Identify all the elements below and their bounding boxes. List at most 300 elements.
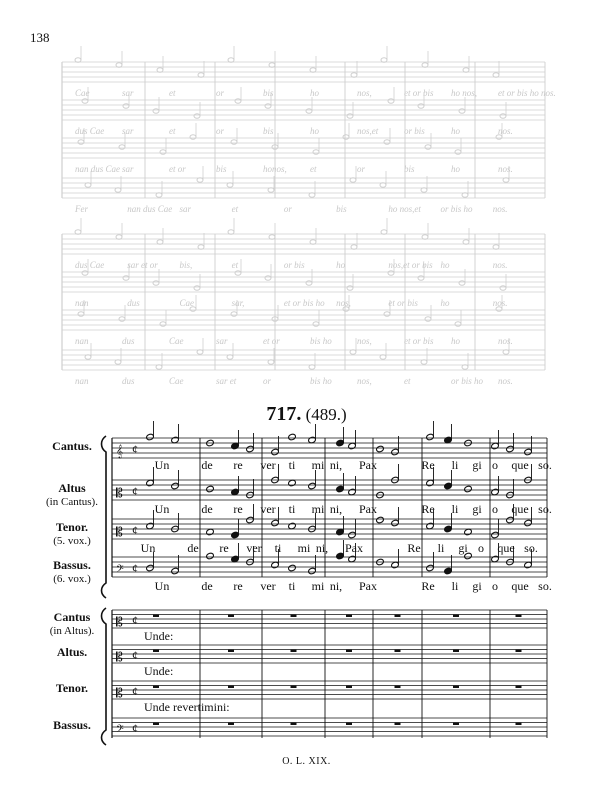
faint-note [82,271,88,276]
whole-rest [346,615,352,618]
lyric-syllable: li [451,458,459,472]
lyric-syllable: mi [311,579,325,593]
faint-note [265,104,271,109]
whole-rest [228,723,234,726]
faint-lyric: dus Cae [75,260,105,270]
faint-lyric: bis [404,164,415,174]
voice-label: Tenor. [55,520,89,534]
lyric-syllable: ver [260,502,276,516]
faint-note [119,317,125,322]
voice-label: Cantus. [52,439,92,453]
whole-rest [395,686,401,689]
faint-note [78,312,84,317]
note-head [524,448,533,456]
faint-note [153,281,159,286]
lyric-syllable: o [478,541,484,555]
whole-rest [395,615,401,618]
lyric-syllable: gi [458,541,468,555]
faint-note [343,135,349,140]
note-head [288,564,297,572]
lyric-syllable: o [492,458,498,472]
faint-note [347,114,353,119]
faint-lyric: or [283,204,292,214]
faint-lyric: ho nos,et [388,204,421,214]
faint-lyric: et [231,204,239,214]
note-head [444,567,453,575]
faint-lyric: sar [179,204,191,214]
lyric-syllable: Re [421,502,435,516]
whole-rest [453,615,459,618]
staff [112,645,547,663]
cut-time-icon: ¢ [132,684,138,698]
lyric-syllable: mi [297,541,311,555]
note-head [146,433,155,441]
treble-clef-icon: 𝄞 [116,444,124,458]
cut-time-icon: ¢ [132,561,138,575]
faint-note [306,109,312,114]
faint-note [153,109,159,114]
faint-lyric: bis [263,88,274,98]
note-head [336,439,345,447]
note-head [336,485,345,493]
faint-lyric: nos. [498,376,513,386]
lyric-syllable: Un [140,541,156,555]
lyric-syllable: gi [472,579,482,593]
faint-lyric: et [404,376,411,386]
faint-staff [62,310,545,330]
whole-rest [153,650,159,653]
voice-0 [52,421,552,472]
faint-note [418,104,424,109]
faint-lyric: Cae [179,298,194,308]
voice-label: Bassus. [53,718,91,732]
faint-lyric: ho [336,260,346,270]
faint-note [384,140,390,145]
note-head [444,525,453,533]
lyric-syllable: so. [538,502,552,516]
lyric-syllable: re [219,541,229,555]
note-head [391,519,400,527]
faint-note [425,145,431,150]
faint-lyric: ho [451,126,460,136]
piece-number: 717. [266,403,302,425]
lyric-syllable: Re [421,458,435,472]
lyric-syllable: o [492,579,498,593]
faint-lyric: ho [451,164,460,174]
whole-rest [228,650,234,653]
faint-note [313,322,319,327]
cut-time-icon: ¢ [132,721,138,735]
faint-lyric: nos,et or bis [388,260,433,270]
page-number: 138 [30,30,50,45]
lyric-syllable: que [511,579,529,593]
lyric-syllable: ti [288,458,296,472]
faint-note [500,286,506,291]
second-voice-0 [50,610,547,643]
faint-note [231,140,237,145]
faint-staff [62,234,545,254]
note-head [336,552,345,560]
faint-note [123,276,129,281]
lyric-syllable: de [187,541,199,555]
lyric-syllable: que [511,458,529,472]
note-head [348,531,357,539]
faint-lyric: or bis ho [451,376,484,386]
faint-lyric: dus [127,298,140,308]
faint-note [194,114,200,119]
faint-note [418,276,424,281]
c-clef-icon: 𝄡 [116,525,123,539]
faint-lyric: ho [440,260,450,270]
faint-lyric: honos, [263,164,287,174]
faint-lyric: bis [336,204,347,214]
faint-lyric: ho [451,336,460,346]
faint-lyric: nan [75,336,89,346]
faint-lyric: nos. [498,126,513,136]
c-clef-icon: 𝄡 [116,650,123,664]
bass-clef-icon: 𝄢 [116,563,124,577]
main-system-717 [46,421,552,598]
faint-lyric: bis ho [310,376,332,386]
faint-lyric: dus Cae [75,126,105,136]
lyric-syllable: li [451,502,459,516]
faint-note [231,312,237,317]
faint-lyric: et [231,260,239,270]
staff [112,610,547,628]
whole-rest [228,615,234,618]
lyric-syllable: li [451,579,459,593]
lyric-syllable: Un [154,579,170,593]
lyric-syllable: ni, [329,579,343,593]
whole-rest [291,615,297,618]
voice-sublabel: (5. vox.) [53,535,91,547]
note-head [246,516,255,524]
faint-note [306,281,312,286]
note-head [271,519,280,527]
lyric-syllable: que [511,502,529,516]
note-head [391,448,400,456]
faint-lyric: sar [122,126,134,136]
note-head [426,564,435,572]
faint-lyric: ho [310,126,319,136]
faint-lyric: dus [122,376,135,386]
staff [112,438,547,458]
lyric-syllable: so. [538,579,552,593]
note-head [376,516,385,524]
whole-rest [453,723,459,726]
lyric-syllable: mi [311,458,325,472]
faint-note [235,271,241,276]
faint-lyric: Cae [75,88,90,98]
faint-lyric: et or [169,164,186,174]
cut-time-icon: ¢ [132,648,138,662]
c-clef-icon: 𝄡 [116,486,123,500]
voice-label: Altus. [56,645,88,659]
lyric-syllable: so. [538,458,552,472]
faint-lyric: ho [440,298,450,308]
note-head [426,433,435,441]
faint-note [235,99,241,104]
faint-lyric: nos, [357,88,372,98]
page-footer: O. L. XIX. [282,756,331,767]
second-voice-2 [56,681,547,714]
faint-lyric: dus [122,336,135,346]
faint-lyric: nos. [492,260,508,270]
lyric-syllable: de [201,579,213,593]
lyric-syllable: Pax [359,502,377,516]
lyric-syllable: que [497,541,515,555]
faint-lyric: nan [75,376,89,386]
lyric-syllable: so. [524,541,538,555]
lyric-syllable: de [201,502,213,516]
faint-staff [62,100,545,120]
faint-lyric: nan dus Cae [127,204,173,214]
faint-lyric: ho [310,88,319,98]
lyric-syllable: re [233,458,243,472]
whole-rest [153,615,159,618]
note-head [271,448,280,456]
faint-note [265,276,271,281]
faint-system [62,218,545,386]
note-head [171,482,180,490]
faint-lyric: sar [122,88,134,98]
whole-rest [516,615,522,618]
faint-lyric: Cae [169,336,184,346]
system-bracket [102,436,107,598]
second-voice-3 [53,718,547,737]
faint-staff [62,272,545,292]
cut-time-icon: ¢ [132,484,138,498]
faint-note [347,286,353,291]
faint-lyric: bis, [179,260,193,270]
voice-sublabel: (in Altus). [49,625,95,637]
note-head [308,567,317,575]
staff [112,681,547,699]
faint-note [500,114,506,119]
whole-rest [453,650,459,653]
lyric-syllable: mi [311,502,325,516]
note-head [506,516,515,524]
faint-lyric: bis ho [310,336,332,346]
note-head [246,445,255,453]
faint-note [388,99,394,104]
lyric-syllable: o [492,502,498,516]
cue-text: Unde: [144,629,174,643]
staff [112,718,547,736]
whole-rest [346,650,352,653]
lyric-syllable: re [233,502,243,516]
faint-note [459,109,465,114]
lyric-syllable: ti [274,541,282,555]
voice-label: Tenor. [55,681,89,695]
faint-lyric: or [263,376,272,386]
whole-rest [516,686,522,689]
lyric-syllable: ver [260,458,276,472]
lyric-syllable: Un [154,458,170,472]
c-clef-icon: 𝄡 [116,615,123,629]
note-head [491,531,500,539]
faint-lyric: sar et [216,376,237,386]
whole-rest [346,723,352,726]
faint-note [455,322,461,327]
faint-note [82,99,88,104]
whole-rest [291,723,297,726]
faint-lyric: nan dus Cae [75,164,120,174]
faint-note [123,104,129,109]
c-clef-icon: 𝄡 [116,686,123,700]
faint-lyric: nos, [336,298,351,308]
faint-lyric: et or bis ho nos. [498,88,556,98]
faint-lyric: bis [263,126,274,136]
lyric-syllable: ni, [329,458,343,472]
faint-lyric: nos,et [357,126,379,136]
note-head [524,519,533,527]
lyric-syllable: de [201,458,213,472]
lyric-syllable: re [233,579,243,593]
faint-lyric: sar, [231,298,245,308]
lyric-syllable: ni, [329,502,343,516]
cue-text: Unde: [144,664,174,678]
lyric-syllable: gi [472,458,482,472]
faint-note [459,281,465,286]
whole-rest [395,650,401,653]
note-head [231,531,240,539]
staff [112,557,547,577]
faint-note [455,150,461,155]
whole-rest [291,686,297,689]
lyric-syllable: ti [288,579,296,593]
faint-lyric: et [169,88,176,98]
faint-note [194,286,200,291]
note-head [288,433,297,441]
faint-note [160,322,166,327]
whole-rest [516,723,522,726]
note-head [464,485,473,493]
lyric-syllable: Un [154,502,170,516]
faint-lyric: nos. [498,164,513,174]
faint-lyric: Fer [75,204,88,214]
faint-lyric: nos, [357,336,372,346]
lyric-syllable: Pax [359,458,377,472]
faint-lyric: nan [75,298,89,308]
whole-rest [291,650,297,653]
faint-lyric: or [216,126,225,136]
lyric-syllable: Re [421,579,435,593]
lyric-syllable: ver [246,541,262,555]
faint-lyric: et or bis [404,336,434,346]
faint-lyric: et or bis [388,298,418,308]
faint-lyric: or bis [283,260,305,270]
whole-rest [153,723,159,726]
lyric-syllable: Pax [345,541,363,555]
lyric-syllable: li [437,541,445,555]
faint-note [160,150,166,155]
faint-lyric: sar et or [127,260,158,270]
faint-lyric: et or bis [404,88,434,98]
lyric-syllable: ni, [315,541,329,555]
note-head [308,482,317,490]
cut-time-icon: ¢ [132,442,138,456]
note-head [146,564,155,572]
lyric-syllable: ti [288,502,296,516]
faint-lyric: or bis ho [440,204,473,214]
faint-note [388,271,394,276]
whole-rest [228,686,234,689]
faint-lyric: bis [216,164,227,174]
voice-sublabel: (6. vox.) [53,573,91,585]
second-choir-system [50,608,547,745]
bass-clef-icon: 𝄢 [116,723,124,737]
faint-note [384,312,390,317]
faint-lyric: Cae [169,376,184,386]
faint-previous-systems [62,46,556,386]
whole-rest [395,723,401,726]
faint-system [62,46,556,214]
voice-label: Altus [58,481,86,495]
faint-staff [62,138,545,158]
voice-label: Cantus [53,610,91,624]
lyric-syllable: gi [472,502,482,516]
note-head [206,485,215,493]
faint-note [190,135,196,140]
faint-lyric: or bis [404,126,425,136]
faint-lyric: et [169,126,176,136]
faint-lyric: ho nos, [451,88,478,98]
note-head [444,482,453,490]
faint-lyric: sar [216,336,228,346]
faint-staff [62,178,545,198]
faint-lyric: nos. [492,298,508,308]
faint-note [313,150,319,155]
faint-staff [62,62,545,82]
note-head [506,445,515,453]
cue-text: Unde revertimini: [144,700,230,714]
faint-lyric: nos. [498,336,513,346]
note-head [376,445,385,453]
voice-sublabel: (in Cantus). [46,496,98,508]
cut-time-icon: ¢ [132,613,138,627]
faint-lyric: nos, [357,376,372,386]
voice-label: Bassus. [53,558,91,572]
second-voice-1 [57,645,547,678]
whole-rest [153,686,159,689]
faint-lyric: sar [122,164,134,174]
whole-rest [453,686,459,689]
cut-time-icon: ¢ [132,523,138,537]
piece-subtitle: (489.) [305,405,347,424]
faint-note [119,145,125,150]
staff [112,519,547,539]
whole-rest [346,686,352,689]
faint-lyric: et or bis ho [283,298,325,308]
faint-lyric: or [216,88,225,98]
faint-lyric: or [357,164,366,174]
lyric-syllable: ver [260,579,276,593]
faint-note [425,317,431,322]
note-head [206,552,215,560]
system-bracket [102,608,107,745]
piece-title [0,403,613,426]
faint-staff [62,350,545,370]
lyric-syllable: Pax [359,579,377,593]
note-head [171,567,180,575]
faint-lyric: nos. [492,204,508,214]
whole-rest [516,650,522,653]
faint-lyric: et [310,164,317,174]
faint-note [78,140,84,145]
faint-lyric: et or [263,336,280,346]
lyric-syllable: Re [407,541,421,555]
